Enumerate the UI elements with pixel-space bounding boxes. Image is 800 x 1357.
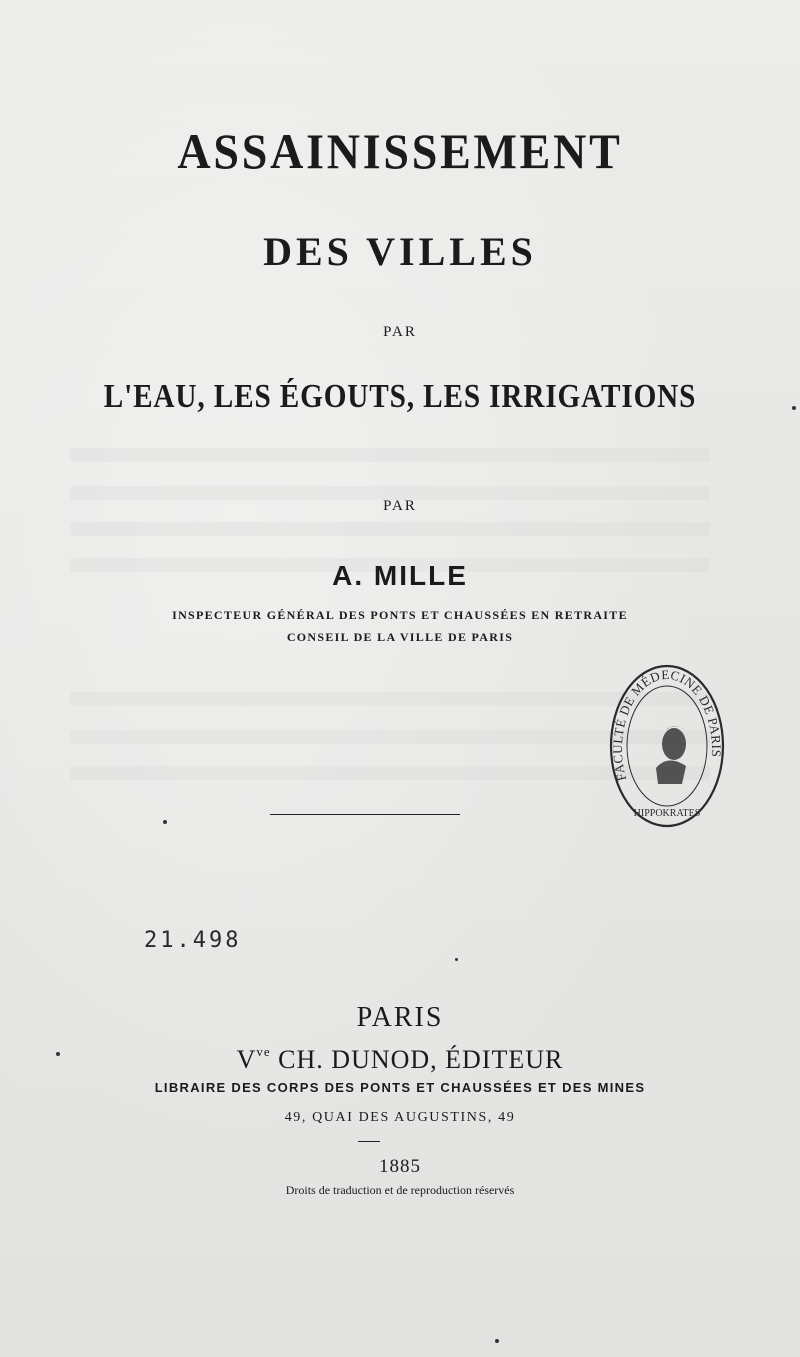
imprint-city: PARIS — [356, 1002, 444, 1033]
show-through — [70, 448, 710, 462]
connector-par: PAR — [383, 324, 417, 340]
speck — [163, 820, 167, 824]
separator-rule — [270, 814, 460, 815]
library-stamp — [608, 664, 726, 828]
rights-notice: Droits de traduction et de reproduction réservés — [285, 1183, 515, 1197]
author-role: INSPECTEUR GÉNÉRAL DES PONTS ET CHAUSSÉES EN RETRAITE — [172, 608, 628, 622]
speck — [792, 406, 796, 410]
book-title: ASSAINISSEMENT — [177, 123, 623, 179]
stamp-ring-text: FACULTÉ DE MÉDECINE DE PARIS — [609, 666, 725, 783]
author-name: A. MILLE — [332, 560, 468, 591]
imprint-year: 1885 — [379, 1156, 421, 1177]
book-subtitle: DES VILLES — [263, 229, 537, 274]
author-affiliation: CONSEIL DE LA VILLE DE PARIS — [286, 630, 514, 644]
stamp-bottom-text: HIPPOKRATES — [633, 808, 701, 819]
speck — [56, 1052, 60, 1056]
byline-par: PAR — [383, 498, 417, 514]
show-through — [70, 522, 710, 536]
imprint-publisher: $V^{ve}$ CH. DUNOD, ÉDITEUR — [236, 1044, 564, 1074]
hippocrates-bust-icon — [656, 726, 686, 784]
book-topics: L'EAU, LES ÉGOUTS, LES IRRIGATIONS — [103, 378, 697, 415]
speck — [455, 958, 458, 961]
imprint-bookseller: LIBRAIRE DES CORPS DES PONTS ET CHAUSSÉES ET DES MINES — [154, 1080, 646, 1095]
imprint-address: 49, QUAI DES AUGUSTINS, 49 — [284, 1110, 516, 1125]
speck — [495, 1339, 499, 1343]
shelfmark-number: 21.498 — [144, 928, 242, 953]
short-separator — [358, 1141, 380, 1142]
